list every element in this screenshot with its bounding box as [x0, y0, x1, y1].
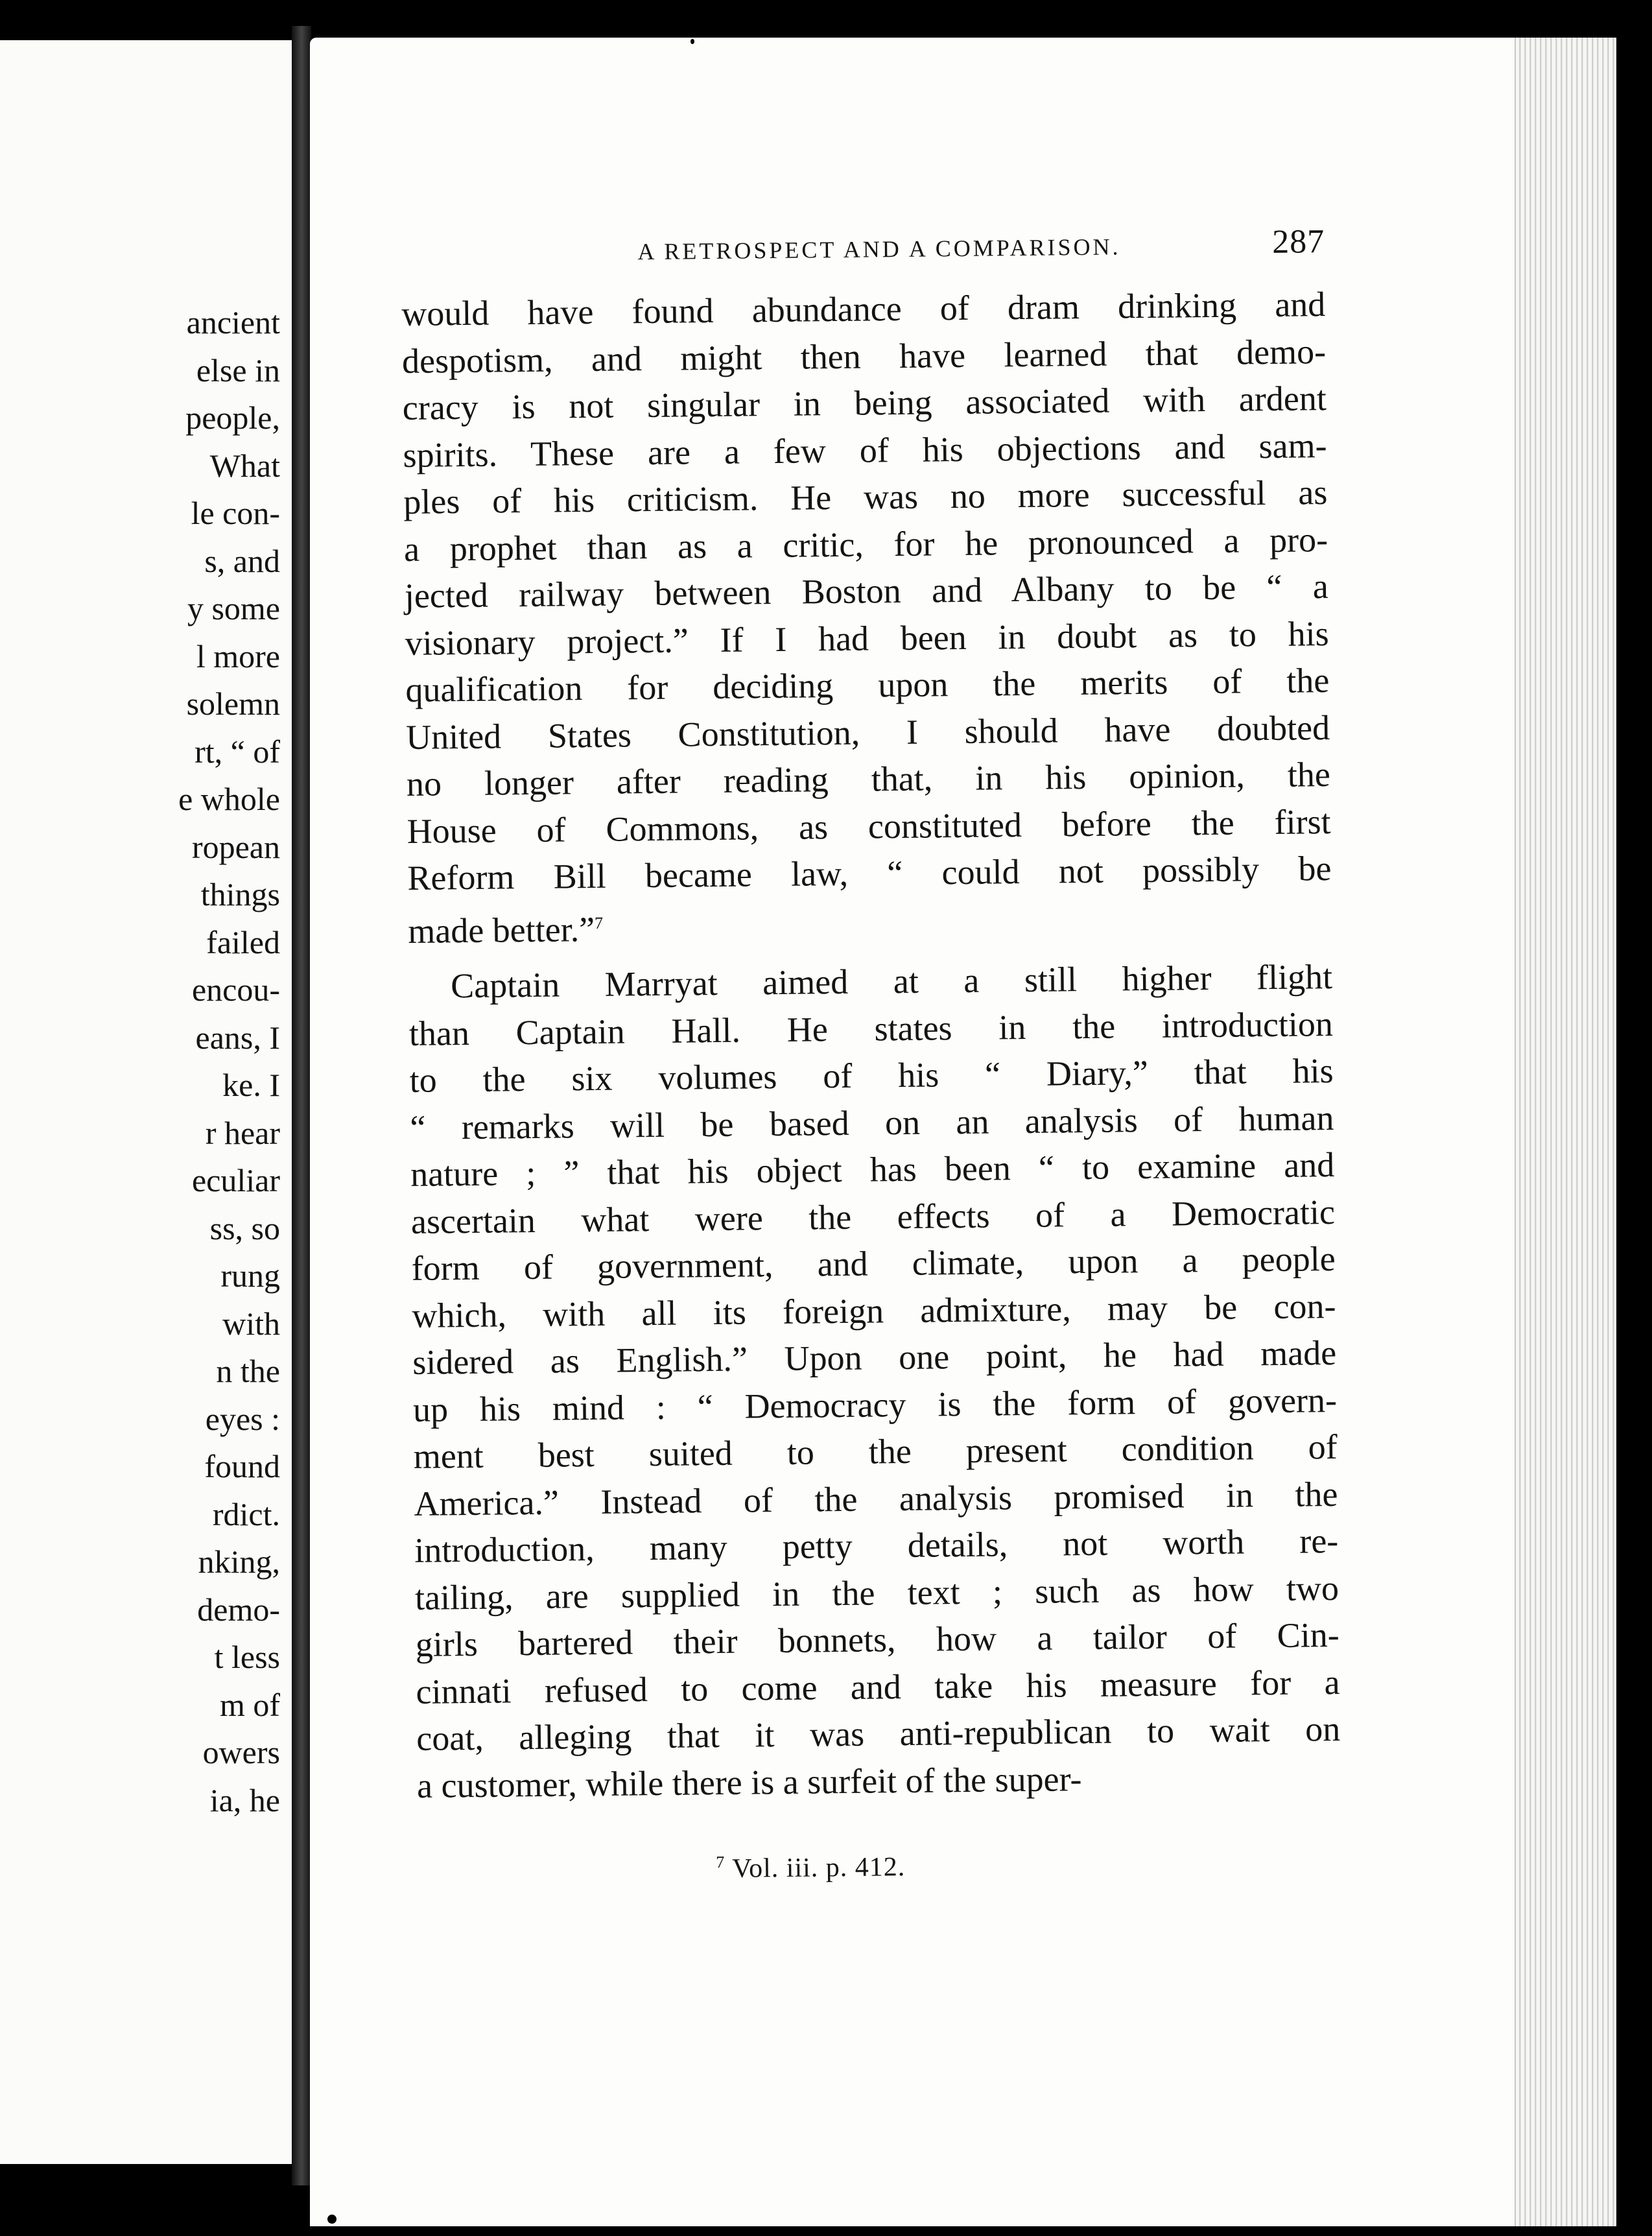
text-line: introduction, many petty details, not worth re- — [414, 1521, 1339, 1570]
left-page-line-fragment: s, and — [204, 542, 280, 579]
previous-page — [0, 40, 294, 2164]
left-page-line-fragment: failed — [206, 923, 280, 960]
left-page-line-fragment: solemn — [186, 685, 280, 722]
text-line: jected railway between Boston and Albany to be “ a — [404, 567, 1329, 615]
text-line: cracy is not singular in being associated with ardent — [402, 379, 1327, 427]
text-line: tailing, are supplied in the text ; such as how two — [414, 1568, 1339, 1617]
text-line: America.” Instead of the analysis promised in the — [414, 1474, 1338, 1523]
text-line: ascertain what were the effects of a Democratic — [410, 1192, 1336, 1241]
left-page-line-fragment: l more — [196, 637, 280, 674]
running-head — [401, 222, 1325, 291]
page-text-block — [401, 222, 1342, 1888]
book-gutter — [292, 26, 311, 2185]
left-page-line-fragment: ss, so — [209, 1209, 280, 1246]
left-page-line-fragment: eculiar — [191, 1162, 280, 1198]
left-page-line-fragment: ancient — [186, 304, 280, 340]
scan-speck — [415, 19, 428, 26]
footnote-text: Vol. iii. p. 412. — [731, 1851, 906, 1884]
left-page-line-fragment: rt, “ of — [195, 733, 280, 770]
current-page — [310, 38, 1616, 2226]
text-line: despotism, and might then have learned that demo- — [401, 331, 1327, 381]
text-line: House of Commons, as constituted before the first — [407, 802, 1331, 851]
left-page-line-fragment: people, — [185, 399, 280, 436]
left-page-line-fragment: le con- — [191, 495, 280, 531]
left-page-line-fragment: ke. I — [222, 1067, 280, 1103]
text-line: nature ; ” that his object has been “ to examine and — [410, 1145, 1335, 1194]
footnote — [716, 1846, 1341, 1885]
left-page-line-fragment: ropean — [191, 828, 280, 865]
scan-speck — [327, 2215, 336, 2224]
left-page-line-fragment: owers — [202, 1734, 280, 1770]
left-page-line-fragment: found — [204, 1448, 280, 1484]
text-line: coat, alleging that it was anti-republican to wait on — [416, 1709, 1341, 1758]
left-page-line-fragment: rdict. — [212, 1495, 280, 1532]
left-page-line-fragment: things — [200, 876, 280, 912]
text-line: to the six volumes of his “ Diary,” that his — [409, 1051, 1334, 1100]
text-line: “ remarks will be based on an analysis of human — [410, 1098, 1334, 1147]
left-page-line-fragment: with — [222, 1305, 280, 1342]
text-line: ples of his criticism. He was no more successful as — [403, 473, 1328, 521]
left-page-line-fragment: encou- — [191, 971, 280, 1008]
text-line: visionary project.” If I had been in doubt as to his — [405, 613, 1329, 663]
text-line: sidered as English.” Upon one point, he had made — [412, 1333, 1337, 1382]
text-line: Reform Bill became law, “ could not possibly be — [407, 849, 1332, 898]
left-page-line-fragment: e whole — [178, 781, 280, 817]
text-line: than Captain Hall. He states in the introduction — [408, 1004, 1334, 1053]
text-line: qualification for deciding upon the merits of the — [405, 661, 1330, 709]
text-line: no longer after reading that, in his opinion, the — [406, 755, 1331, 803]
left-page-line-fragment: demo- — [197, 1591, 280, 1628]
left-page-line-fragment: ia, he — [209, 1781, 280, 1818]
left-page-line-fragment: n the — [216, 1353, 280, 1389]
left-page-line-fragment: eans, I — [195, 1019, 280, 1056]
text-line: a prophet than as a critic, for he pronounced a pro- — [403, 519, 1328, 569]
text-line: cinnati refused to come and take his measure for a — [416, 1662, 1340, 1711]
left-page-line-fragment: nking, — [198, 1543, 280, 1580]
text-line: spirits. These are a few of his objections and sam- — [403, 425, 1327, 475]
page-number: 287 — [1271, 223, 1325, 261]
text-line: ment best suited to the present condition of — [413, 1427, 1338, 1476]
left-page-line-fragment: eyes : — [205, 1400, 280, 1437]
paragraph-1 — [401, 281, 1332, 949]
page-edges — [1515, 38, 1616, 2226]
text-line: Captain Marryat aimed at a still higher flight — [450, 957, 1333, 1006]
footnote-marker: 7 — [716, 1852, 726, 1872]
text-line: a customer, while there is a surfeit of the super- — [416, 1759, 1082, 1805]
text-line: United States Constitution, I should have doubted — [405, 708, 1330, 757]
scan-speck — [690, 39, 694, 44]
text-line: would have found abundance of dram drinking and — [401, 285, 1326, 333]
left-page-line-fragment: else in — [196, 351, 280, 388]
left-page-line-fragment: y some — [187, 590, 280, 626]
text-line: form of government, and climate, upon a people — [411, 1239, 1336, 1288]
left-page-line-fragment: What — [209, 447, 280, 484]
paragraph-2 — [408, 953, 1341, 1809]
text-line: which, with all its foreign admixture, may be con- — [412, 1286, 1336, 1335]
text-line: girls bartered their bonnets, how a tailor of Cin- — [415, 1615, 1340, 1664]
footnote-reference: 7 — [594, 913, 604, 933]
left-page-line-fragment: t less — [214, 1639, 280, 1675]
text-line: made better.”$^7$ — [407, 909, 604, 951]
text-line: up his mind : “ Democracy is the form of govern- — [412, 1380, 1338, 1429]
running-title: A RETROSPECT AND A COMPARISON. — [637, 233, 1121, 265]
left-page-line-fragment: m of — [219, 1686, 280, 1723]
left-page-line-fragment: rung — [220, 1257, 280, 1294]
left-page-line-fragment: r hear — [205, 1114, 280, 1151]
